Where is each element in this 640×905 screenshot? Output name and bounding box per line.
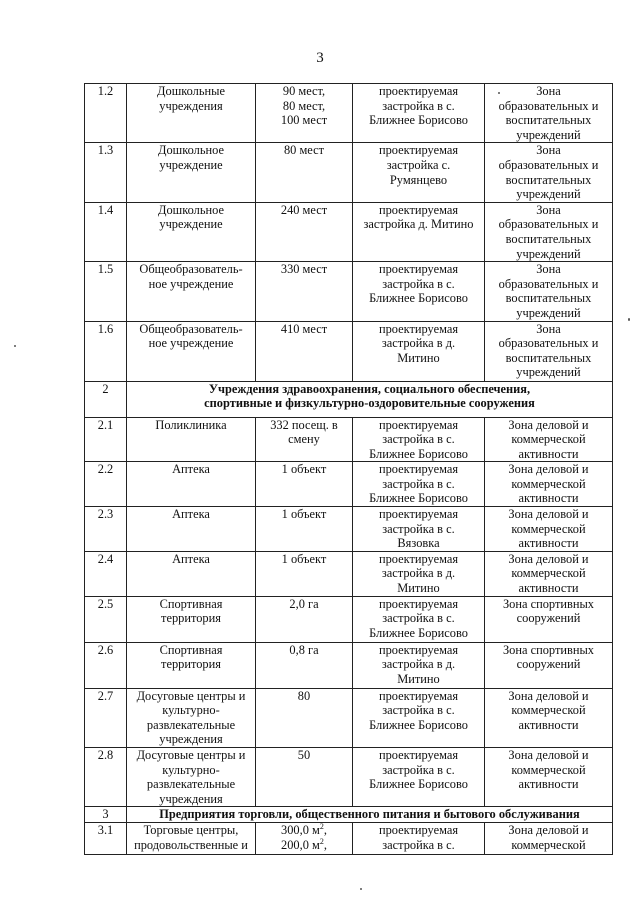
table-row <box>85 688 613 747</box>
capacity-value: 200,0 м <box>281 837 320 852</box>
functional-zone: Зона деловой и коммерческой активности <box>485 507 613 552</box>
table-row <box>85 143 613 202</box>
row-number: 1.4 <box>85 202 127 261</box>
facility-name: Общеобразователь- ное учреждение <box>127 321 256 381</box>
row-number: 1.6 <box>85 321 127 381</box>
scan-speck <box>628 318 630 321</box>
facility-name: Торговые центры, продовольственные и <box>127 822 256 854</box>
facility-name: Досуговые центры и культурно- развлекательные учреждения <box>127 748 256 807</box>
capacity-line <box>258 838 350 853</box>
row-number: 1.3 <box>85 143 127 202</box>
capacity-unit-exponent: 2 <box>319 822 324 831</box>
functional-zone: Зона деловой и коммерческой активности <box>485 688 613 747</box>
capacity: 90 мест, 80 мест, 100 мест <box>256 84 353 143</box>
table-row <box>85 596 613 642</box>
capacity: 410 мест <box>256 321 353 381</box>
location: проектируемая застройка в д. Митино <box>353 642 485 688</box>
location: проектируемая застройка в с. Ближнее Борисово <box>353 462 485 507</box>
location: проектируемая застройка д. Митино <box>353 202 485 261</box>
row-number: 2.5 <box>85 596 127 642</box>
functional-zone: Зона деловой и коммерческой <box>485 822 613 854</box>
capacity-separator: , <box>323 837 327 852</box>
functional-zone: Зона спортивных сооружений <box>485 596 613 642</box>
row-number: 2.6 <box>85 642 127 688</box>
page-number: 3 <box>316 50 324 66</box>
location: проектируемая застройка в с. Ближнее Борисово <box>353 417 485 462</box>
capacity: 50 <box>256 748 353 807</box>
location: проектируемая застройка в с. <box>353 822 485 854</box>
functional-zone: Зона спортивных сооружений <box>485 642 613 688</box>
functional-zone: Зона деловой и коммерческой активности <box>485 551 613 596</box>
section-header-row <box>85 381 613 417</box>
capacity: 332 посещ. в смену <box>256 417 353 462</box>
table-row <box>85 748 613 807</box>
table-row <box>85 551 613 596</box>
row-number: 1.2 <box>85 84 127 143</box>
location: проектируемая застройка с. Румянцево <box>353 143 485 202</box>
location: проектируемая застройка в с. Ближнее Борисово <box>353 84 485 143</box>
facility-name: Спортивная территория <box>127 596 256 642</box>
functional-zone: Зона образовательных и воспитательных учреждений <box>485 143 613 202</box>
section-number: 3 <box>85 807 127 823</box>
scan-speck <box>498 92 500 94</box>
capacity: 240 мест <box>256 202 353 261</box>
facility-name: Аптека <box>127 462 256 507</box>
table-row <box>85 202 613 261</box>
functional-zone: Зона деловой и коммерческой активности <box>485 417 613 462</box>
capacity: 80 мест <box>256 143 353 202</box>
facility-name: Досуговые центры и культурно- развлекательные учреждения <box>127 688 256 747</box>
capacity: 1 объект <box>256 462 353 507</box>
section-title: Учреждения здравоохранения, социального обеспечения, спортивные и физкультурно-оздоровительные сооружения <box>127 381 613 417</box>
facility-name: Спортивная территория <box>127 642 256 688</box>
row-number: 2.3 <box>85 507 127 552</box>
location: проектируемая застройка в с. Ближнее Борисово <box>353 688 485 747</box>
row-number: 3.1 <box>85 822 127 854</box>
scan-speck <box>14 345 16 347</box>
section-header-row <box>85 807 613 823</box>
location: проектируемая застройка в с. Ближнее Борисово <box>353 596 485 642</box>
table-row <box>85 507 613 552</box>
table-row <box>85 262 613 321</box>
location: проектируемая застройка в с. Ближнее Борисово <box>353 262 485 321</box>
row-number: 2.7 <box>85 688 127 747</box>
facility-name: Дошкольное учреждение <box>127 202 256 261</box>
table-row <box>85 462 613 507</box>
capacity-separator: , <box>323 822 327 837</box>
capacity: 1 объект <box>256 507 353 552</box>
section-title: Предприятия торговли, общественного питания и бытового обслуживания <box>127 807 613 823</box>
facility-name: Аптека <box>127 551 256 596</box>
section-number: 2 <box>85 381 127 417</box>
capacity <box>256 822 353 854</box>
capacity: 80 <box>256 688 353 747</box>
table-row <box>85 321 613 381</box>
facility-name: Аптека <box>127 507 256 552</box>
facilities-table-body <box>85 84 613 855</box>
facility-name: Дошкольное учреждение <box>127 143 256 202</box>
location: проектируемая застройка в с. Вязовка <box>353 507 485 552</box>
location: проектируемая застройка в д. Митино <box>353 551 485 596</box>
facility-name: Поликлиника <box>127 417 256 462</box>
row-number: 1.5 <box>85 262 127 321</box>
facility-name: Дошкольные учреждения <box>127 84 256 143</box>
table-row <box>85 84 613 143</box>
functional-zone: Зона образовательных и воспитательных учреждений <box>485 321 613 381</box>
capacity: 1 объект <box>256 551 353 596</box>
functional-zone: Зона образовательных и воспитательных учреждений <box>485 262 613 321</box>
scan-speck <box>360 888 362 890</box>
functional-zone: Зона деловой и коммерческой активности <box>485 748 613 807</box>
functional-zone: Зона деловой и коммерческой активности <box>485 462 613 507</box>
capacity-value: 300,0 м <box>281 822 320 837</box>
capacity: 2,0 га <box>256 596 353 642</box>
capacity-unit-exponent: 2 <box>319 836 324 846</box>
row-number: 2.4 <box>85 551 127 596</box>
table-row <box>85 642 613 688</box>
capacity: 0,8 га <box>256 642 353 688</box>
facilities-table <box>84 83 613 855</box>
capacity-line <box>258 823 350 838</box>
row-number: 2.8 <box>85 748 127 807</box>
table-row <box>85 822 613 854</box>
functional-zone: Зона образовательных и воспитательных учреждений <box>485 202 613 261</box>
location: проектируемая застройка в д. Митино <box>353 321 485 381</box>
functional-zone: Зона образовательных и воспитательных учреждений <box>485 84 613 143</box>
row-number: 2.1 <box>85 417 127 462</box>
location: проектируемая застройка в с. Ближнее Борисово <box>353 748 485 807</box>
row-number: 2.2 <box>85 462 127 507</box>
table-row <box>85 417 613 462</box>
facility-name: Общеобразователь- ное учреждение <box>127 262 256 321</box>
capacity: 330 мест <box>256 262 353 321</box>
